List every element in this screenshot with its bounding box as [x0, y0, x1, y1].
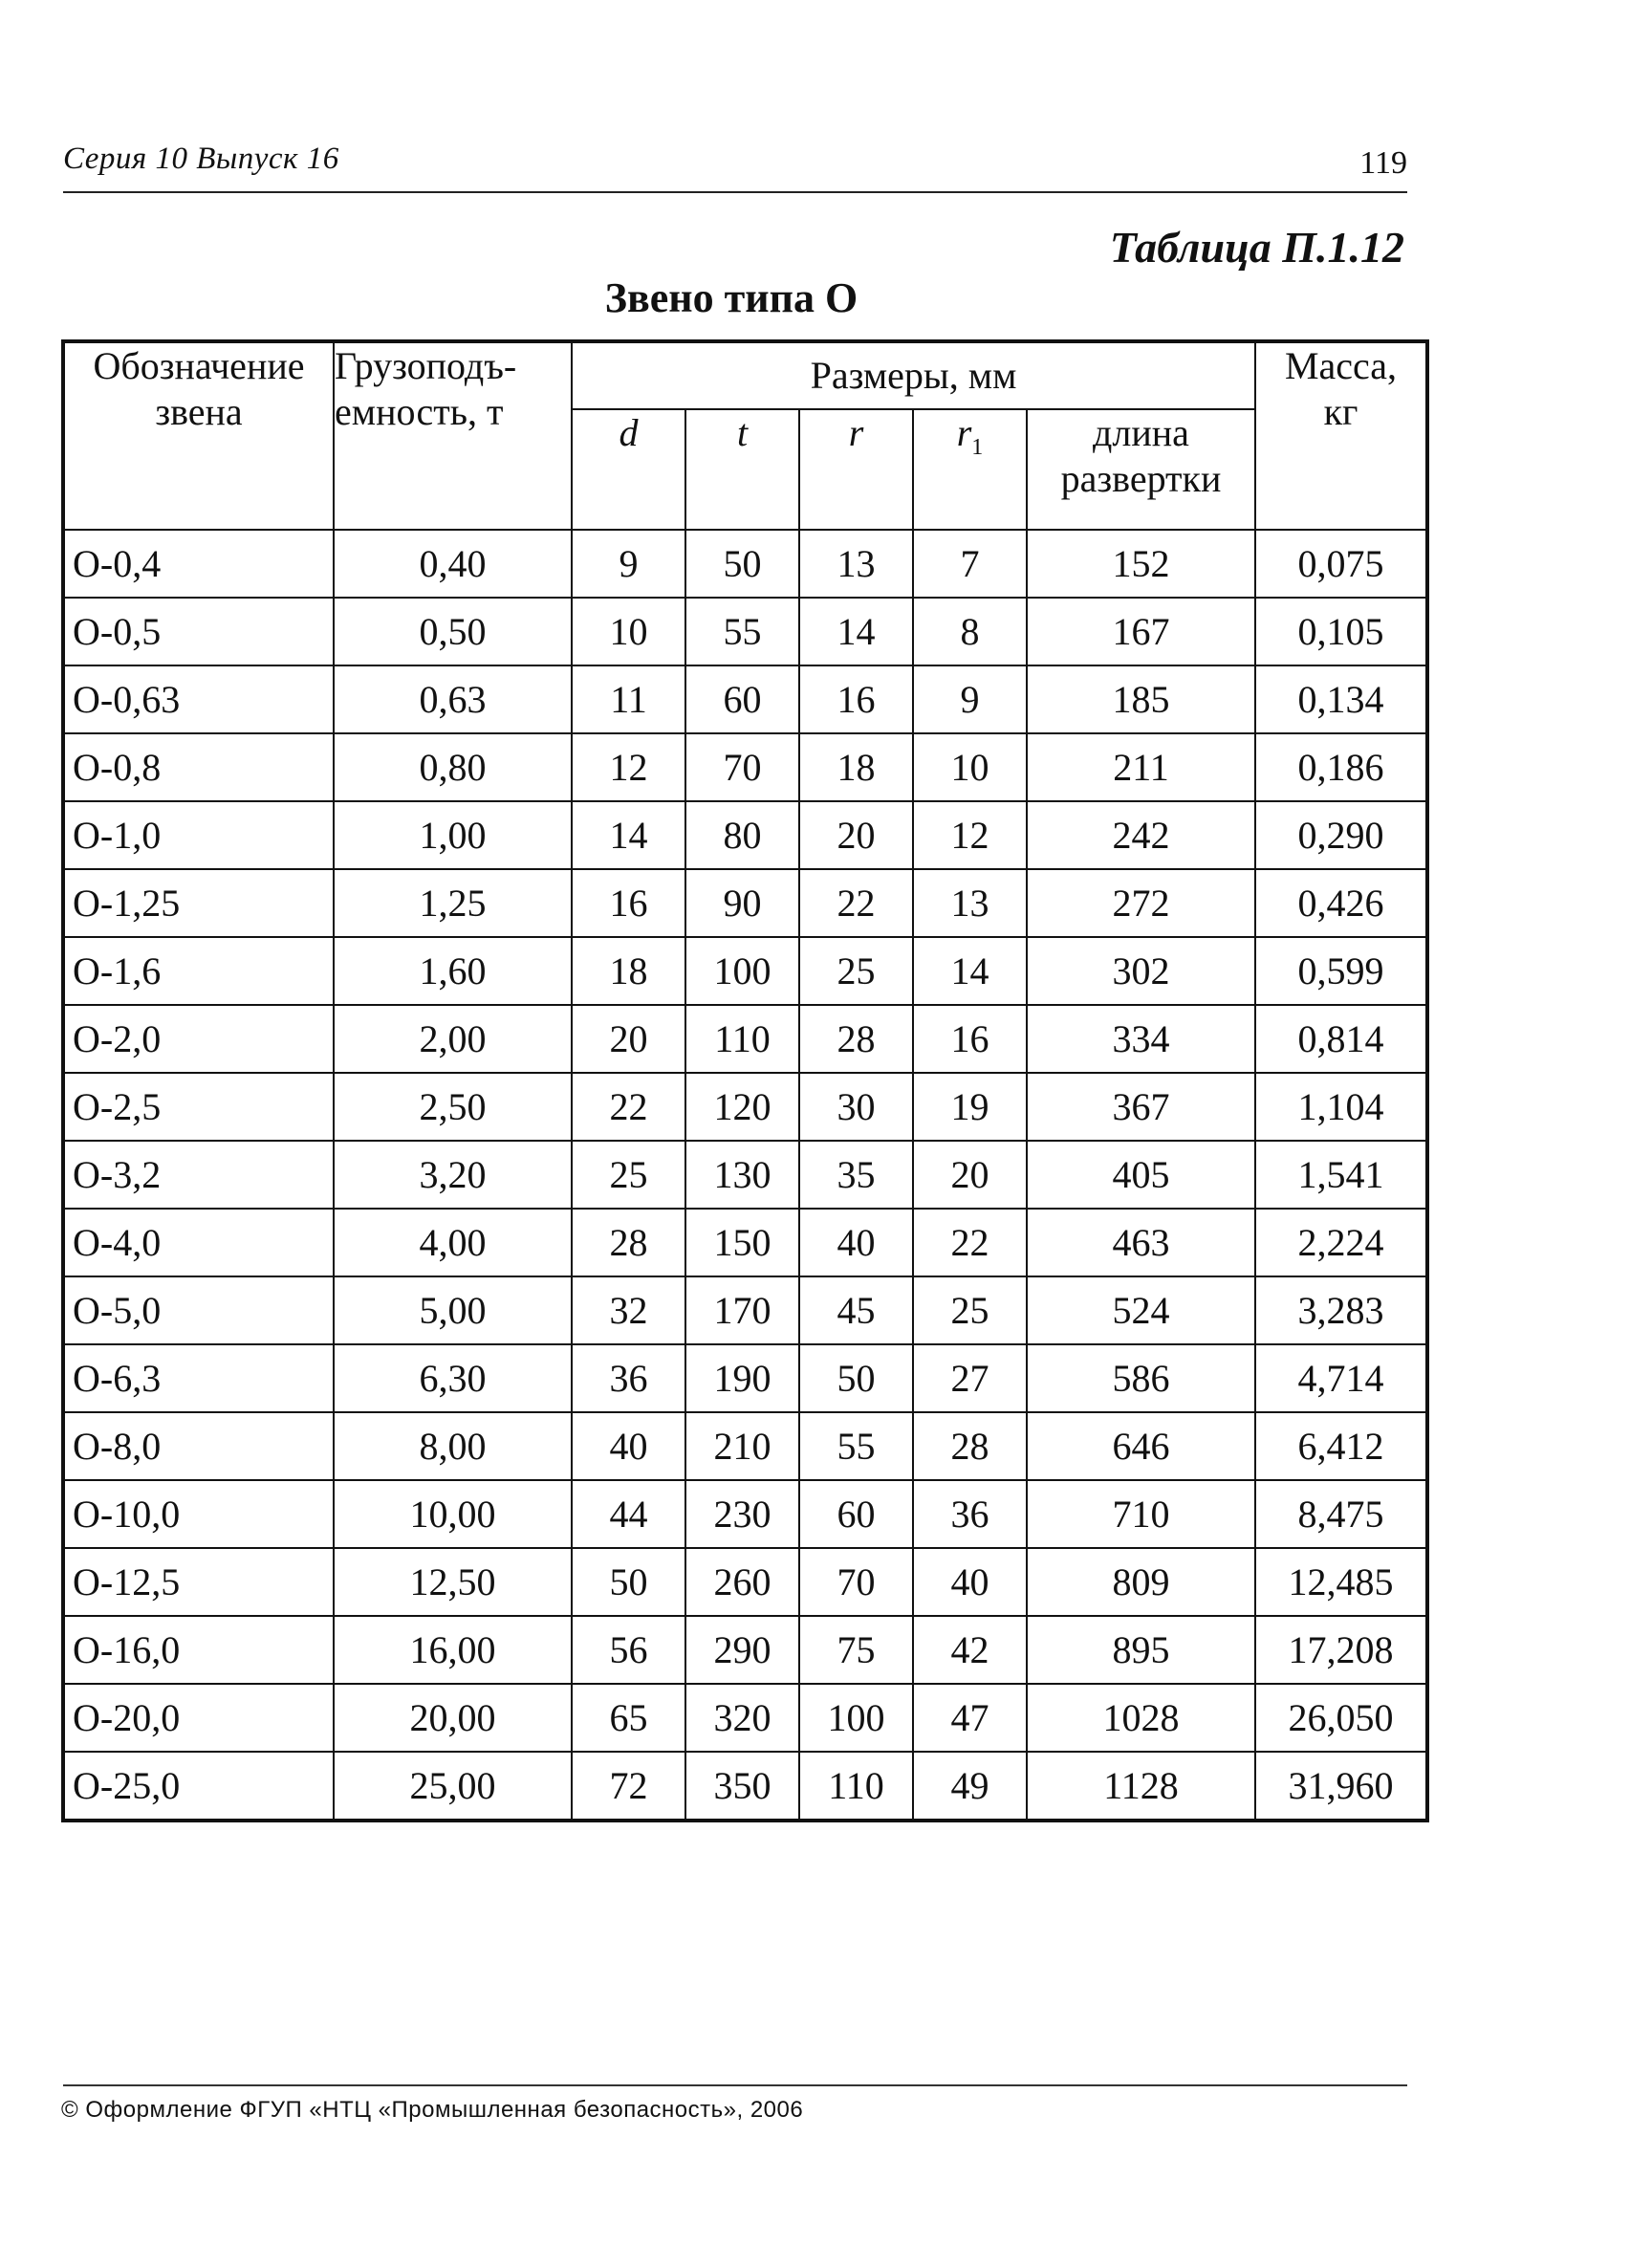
cell-r: 22 — [799, 869, 913, 937]
cell-t: 260 — [685, 1548, 799, 1616]
cell-mass: 0,075 — [1255, 530, 1427, 598]
header-capacity-line1: Грузоподъ- — [335, 344, 517, 387]
cell-r: 45 — [799, 1276, 913, 1344]
cell-r1: 12 — [913, 801, 1027, 869]
cell-r1: 49 — [913, 1752, 1027, 1821]
cell-mass: 8,475 — [1255, 1480, 1427, 1548]
cell-t: 210 — [685, 1412, 799, 1480]
cell-length: 646 — [1027, 1412, 1255, 1480]
table-row — [63, 1141, 1427, 1209]
cell-t: 50 — [685, 530, 799, 598]
cell-mass: 6,412 — [1255, 1412, 1427, 1480]
header-designation-line1: Обозначение — [93, 344, 305, 387]
cell-length: 586 — [1027, 1344, 1255, 1412]
cell-designation: О-0,5 — [63, 598, 334, 665]
cell-d: 14 — [572, 801, 685, 869]
cell-d: 16 — [572, 869, 685, 937]
cell-capacity: 0,80 — [334, 733, 572, 801]
cell-capacity: 2,50 — [334, 1073, 572, 1141]
cell-r1: 40 — [913, 1548, 1027, 1616]
cell-d: 22 — [572, 1073, 685, 1141]
footer-rule — [63, 2084, 1407, 2086]
cell-t: 190 — [685, 1344, 799, 1412]
table-row — [63, 1276, 1427, 1344]
cell-d: 65 — [572, 1684, 685, 1752]
link-dimensions-table — [61, 339, 1429, 1822]
table-row — [63, 1548, 1427, 1616]
cell-capacity: 1,25 — [334, 869, 572, 937]
cell-d: 10 — [572, 598, 685, 665]
cell-capacity: 0,50 — [334, 598, 572, 665]
cell-designation: О-10,0 — [63, 1480, 334, 1548]
cell-d: 9 — [572, 530, 685, 598]
cell-mass: 12,485 — [1255, 1548, 1427, 1616]
header-r1 — [913, 409, 1027, 530]
cell-capacity: 1,60 — [334, 937, 572, 1005]
header-r1-sub: 1 — [971, 435, 984, 460]
cell-r: 100 — [799, 1684, 913, 1752]
table-row — [63, 1480, 1427, 1548]
header-designation — [63, 341, 334, 530]
cell-d: 40 — [572, 1412, 685, 1480]
cell-d: 72 — [572, 1752, 685, 1821]
cell-capacity: 6,30 — [334, 1344, 572, 1412]
table-row — [63, 598, 1427, 665]
cell-t: 290 — [685, 1616, 799, 1684]
cell-mass: 0,105 — [1255, 598, 1427, 665]
header-length — [1027, 409, 1255, 530]
cell-capacity: 12,50 — [334, 1548, 572, 1616]
cell-designation: О-0,8 — [63, 733, 334, 801]
cell-mass: 0,186 — [1255, 733, 1427, 801]
table-row — [63, 1412, 1427, 1480]
cell-designation: О-2,0 — [63, 1005, 334, 1073]
cell-r1: 16 — [913, 1005, 1027, 1073]
table-row — [63, 530, 1427, 598]
cell-length: 809 — [1027, 1548, 1255, 1616]
cell-designation: О-1,6 — [63, 937, 334, 1005]
cell-mass: 3,283 — [1255, 1276, 1427, 1344]
header-capacity-line2: емность, т — [335, 390, 504, 433]
header-designation-line2: звена — [155, 390, 243, 433]
header-capacity — [334, 341, 572, 530]
cell-r1: 19 — [913, 1073, 1027, 1141]
cell-length: 185 — [1027, 665, 1255, 733]
cell-r1: 8 — [913, 598, 1027, 665]
cell-t: 320 — [685, 1684, 799, 1752]
cell-length: 405 — [1027, 1141, 1255, 1209]
cell-r: 16 — [799, 665, 913, 733]
cell-designation: О-5,0 — [63, 1276, 334, 1344]
cell-capacity: 20,00 — [334, 1684, 572, 1752]
cell-r: 55 — [799, 1412, 913, 1480]
table-row — [63, 733, 1427, 801]
header-mass-line1: Масса, — [1284, 344, 1398, 387]
cell-r: 28 — [799, 1005, 913, 1073]
cell-r: 110 — [799, 1752, 913, 1821]
cell-r1: 47 — [913, 1684, 1027, 1752]
cell-t: 130 — [685, 1141, 799, 1209]
cell-d: 20 — [572, 1005, 685, 1073]
cell-capacity: 0,40 — [334, 530, 572, 598]
cell-length: 211 — [1027, 733, 1255, 801]
cell-d: 32 — [572, 1276, 685, 1344]
cell-t: 55 — [685, 598, 799, 665]
cell-d: 44 — [572, 1480, 685, 1548]
cell-r1: 42 — [913, 1616, 1027, 1684]
header-d: d — [572, 409, 685, 530]
cell-r1: 7 — [913, 530, 1027, 598]
header-mass-line2: кг — [1323, 390, 1358, 433]
cell-designation: О-16,0 — [63, 1616, 334, 1684]
table-row — [63, 801, 1427, 869]
cell-capacity: 8,00 — [334, 1412, 572, 1480]
header-length-line1: длина — [1093, 411, 1189, 454]
header-dimensions: Размеры, мм — [572, 341, 1255, 409]
cell-mass: 0,599 — [1255, 937, 1427, 1005]
cell-designation: О-20,0 — [63, 1684, 334, 1752]
cell-d: 18 — [572, 937, 685, 1005]
table-row — [63, 1616, 1427, 1684]
cell-d: 25 — [572, 1141, 685, 1209]
cell-designation: О-12,5 — [63, 1548, 334, 1616]
cell-length: 367 — [1027, 1073, 1255, 1141]
table-row — [63, 665, 1427, 733]
cell-length: 1028 — [1027, 1684, 1255, 1752]
cell-r: 70 — [799, 1548, 913, 1616]
cell-capacity: 4,00 — [334, 1209, 572, 1276]
cell-mass: 26,050 — [1255, 1684, 1427, 1752]
cell-designation: О-0,63 — [63, 665, 334, 733]
header-mass — [1255, 341, 1427, 530]
cell-designation: О-3,2 — [63, 1141, 334, 1209]
cell-capacity: 25,00 — [334, 1752, 572, 1821]
cell-mass: 0,814 — [1255, 1005, 1427, 1073]
page-number: 119 — [1359, 145, 1407, 181]
cell-mass: 0,290 — [1255, 801, 1427, 869]
cell-capacity: 1,00 — [334, 801, 572, 869]
table-header — [63, 341, 1427, 530]
cell-designation: О-0,4 — [63, 530, 334, 598]
cell-r1: 14 — [913, 937, 1027, 1005]
cell-length: 302 — [1027, 937, 1255, 1005]
cell-length: 524 — [1027, 1276, 1255, 1344]
cell-d: 11 — [572, 665, 685, 733]
cell-designation: О-1,25 — [63, 869, 334, 937]
cell-mass: 2,224 — [1255, 1209, 1427, 1276]
cell-t: 150 — [685, 1209, 799, 1276]
cell-length: 152 — [1027, 530, 1255, 598]
series-label: Серия 10 Выпуск 16 — [63, 142, 339, 176]
cell-designation: О-25,0 — [63, 1752, 334, 1821]
cell-designation: О-4,0 — [63, 1209, 334, 1276]
cell-t: 120 — [685, 1073, 799, 1141]
cell-d: 56 — [572, 1616, 685, 1684]
cell-designation: О-8,0 — [63, 1412, 334, 1480]
cell-r1: 27 — [913, 1344, 1027, 1412]
table-row — [63, 869, 1427, 937]
cell-r: 50 — [799, 1344, 913, 1412]
cell-d: 50 — [572, 1548, 685, 1616]
footer-copyright: © Оформление ФГУП «НТЦ «Промышленная безопасность», 2006 — [61, 2097, 804, 2123]
cell-d: 12 — [572, 733, 685, 801]
cell-length: 242 — [1027, 801, 1255, 869]
cell-capacity: 10,00 — [334, 1480, 572, 1548]
cell-length: 895 — [1027, 1616, 1255, 1684]
cell-r: 40 — [799, 1209, 913, 1276]
cell-t: 60 — [685, 665, 799, 733]
cell-r1: 9 — [913, 665, 1027, 733]
header-r1-base: r — [956, 411, 972, 454]
cell-capacity: 0,63 — [334, 665, 572, 733]
cell-length: 1128 — [1027, 1752, 1255, 1821]
table-row — [63, 937, 1427, 1005]
cell-length: 710 — [1027, 1480, 1255, 1548]
cell-capacity: 2,00 — [334, 1005, 572, 1073]
cell-designation: О-1,0 — [63, 801, 334, 869]
cell-r1: 36 — [913, 1480, 1027, 1548]
cell-r: 18 — [799, 733, 913, 801]
cell-capacity: 3,20 — [334, 1141, 572, 1209]
cell-r1: 28 — [913, 1412, 1027, 1480]
cell-mass: 4,714 — [1255, 1344, 1427, 1412]
table-body — [63, 530, 1427, 1821]
cell-r1: 25 — [913, 1276, 1027, 1344]
cell-mass: 31,960 — [1255, 1752, 1427, 1821]
cell-mass: 0,134 — [1255, 665, 1427, 733]
cell-r: 20 — [799, 801, 913, 869]
table-row — [63, 1209, 1427, 1276]
cell-length: 334 — [1027, 1005, 1255, 1073]
cell-t: 70 — [685, 733, 799, 801]
cell-t: 80 — [685, 801, 799, 869]
table-row — [63, 1752, 1427, 1821]
cell-t: 350 — [685, 1752, 799, 1821]
cell-t: 110 — [685, 1005, 799, 1073]
cell-designation: О-6,3 — [63, 1344, 334, 1412]
cell-r: 25 — [799, 937, 913, 1005]
cell-t: 90 — [685, 869, 799, 937]
cell-t: 100 — [685, 937, 799, 1005]
cell-r1: 22 — [913, 1209, 1027, 1276]
cell-length: 463 — [1027, 1209, 1255, 1276]
cell-mass: 0,426 — [1255, 869, 1427, 937]
header-t: t — [685, 409, 799, 530]
cell-mass: 17,208 — [1255, 1616, 1427, 1684]
cell-mass: 1,104 — [1255, 1073, 1427, 1141]
cell-r1: 10 — [913, 733, 1027, 801]
cell-r: 30 — [799, 1073, 913, 1141]
table-row — [63, 1005, 1427, 1073]
cell-r: 13 — [799, 530, 913, 598]
cell-mass: 1,541 — [1255, 1141, 1427, 1209]
cell-designation: О-2,5 — [63, 1073, 334, 1141]
table-number: Таблица П.1.12 — [1109, 223, 1404, 272]
cell-r: 14 — [799, 598, 913, 665]
header-length-line2: развертки — [1060, 457, 1222, 500]
cell-t: 230 — [685, 1480, 799, 1548]
cell-r: 35 — [799, 1141, 913, 1209]
cell-d: 36 — [572, 1344, 685, 1412]
cell-capacity: 16,00 — [334, 1616, 572, 1684]
table-row — [63, 1344, 1427, 1412]
cell-length: 167 — [1027, 598, 1255, 665]
cell-r1: 13 — [913, 869, 1027, 937]
table-title: Звено типа О — [604, 274, 858, 321]
cell-r1: 20 — [913, 1141, 1027, 1209]
table-row — [63, 1073, 1427, 1141]
cell-r: 75 — [799, 1616, 913, 1684]
cell-length: 272 — [1027, 869, 1255, 937]
cell-d: 28 — [572, 1209, 685, 1276]
running-header — [63, 142, 1407, 193]
header-r: r — [799, 409, 913, 530]
cell-r: 60 — [799, 1480, 913, 1548]
cell-t: 170 — [685, 1276, 799, 1344]
cell-capacity: 5,00 — [334, 1276, 572, 1344]
table-row — [63, 1684, 1427, 1752]
